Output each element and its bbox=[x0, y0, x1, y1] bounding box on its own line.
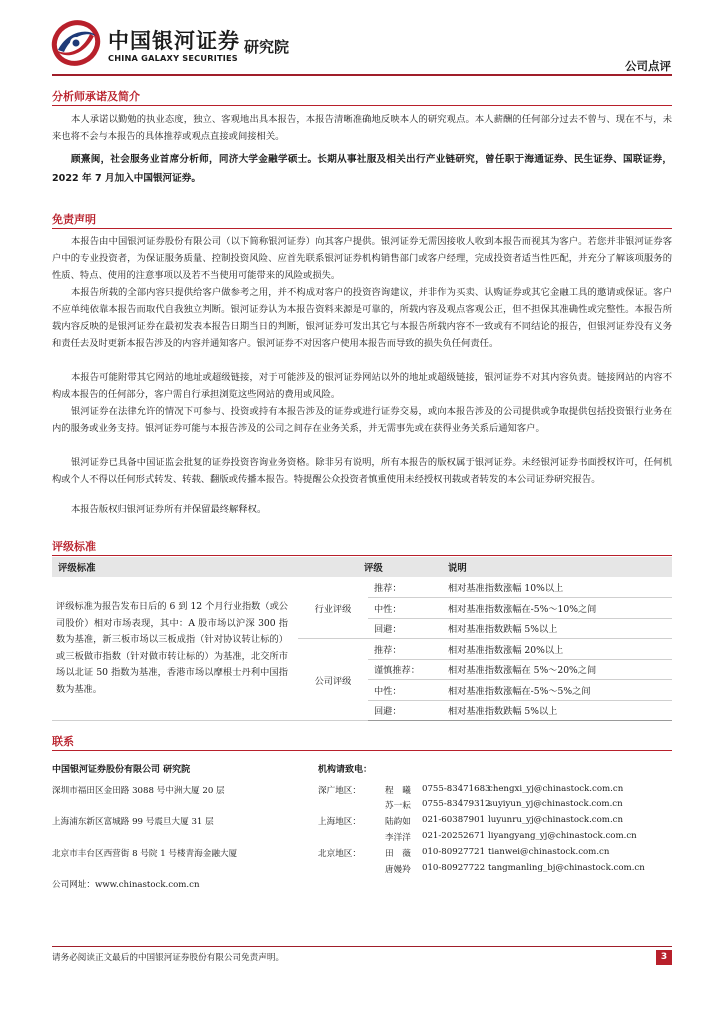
galaxy-swirl-icon bbox=[50, 20, 102, 66]
industry-rating-label: 行业评级 bbox=[298, 577, 368, 639]
rating-table bbox=[52, 557, 672, 721]
rating-grade-description: 相对基准指数涨幅 10%以上 bbox=[442, 577, 672, 598]
rating-grade: 回避： bbox=[368, 618, 442, 639]
sales-contact-title: 机构请致电： bbox=[318, 765, 373, 775]
disclaimer-section-title: 免责声明 bbox=[52, 213, 96, 226]
rating-grade: 谨慎推荐： bbox=[368, 659, 442, 680]
rating-standard-description: 评级标准为报告发布日后的 6 到 12 个月行业指数（或公司股价）相对市场表现，其中：A 股市场以沪深 300 指数为基准，新三板市场以三板成指（针对协议转让标的）或三板做市指数（针对做市转让标的）为基准，北交所市场以北证 50 指数为基准，香港市场以摩根士丹利中国指数为基准。 bbox=[52, 577, 298, 721]
contact-phone: 021-20252671 bbox=[422, 831, 486, 841]
analyst-section-title: 分析师承诺及简介 bbox=[52, 90, 140, 103]
contact-name: 李洋洋 bbox=[385, 833, 411, 843]
footer-disclaimer-notice: 请务必阅读正文最后的中国银河证券股份有限公司免责声明。 bbox=[52, 953, 285, 963]
company-name: 中国银河证券股份有限公司 研究院 bbox=[52, 765, 191, 775]
rating-grade-description: 相对基准指数跌幅 5%以上 bbox=[442, 700, 672, 721]
disclaimer-paragraph: 银河证券在法律允许的情况下可参与、投资或持有本报告涉及的证券或进行证券交易，或向本报告涉及的公司提供或争取提供包括投资银行业务在内的服务或业务支持。银河证券可能与本报告涉及的公司之间存在业务关系，并无需事先或在获得业务关系后通知客户。 bbox=[52, 406, 672, 434]
region-label-shanghai: 上海地区： bbox=[318, 817, 361, 827]
contact-name: 田 薇 bbox=[385, 849, 411, 859]
rating-header-standard: 评级标准 bbox=[52, 557, 298, 577]
logo-chinese-name: 中国银河证券 bbox=[108, 29, 240, 53]
footer-divider bbox=[52, 946, 672, 947]
rating-grade: 推荐： bbox=[368, 577, 442, 598]
contact-name: 苏一耘 bbox=[385, 801, 411, 811]
disclaimer-paragraph: 本报告由中国银河证券股份有限公司（以下简称银河证券）向其客户提供。银河证券无需因接收人收到本报告而视其为客户。若您并非银河证券客户中的专业投资者，为保证服务质量、控制投资风险、应首先联系银河证券机构销售部门或客户经理，完成投资者适当性匹配，并充分了解该项服务的性质、特点、使用的注意事项以及若不当使用可能带来的风险或损失。 bbox=[52, 236, 672, 281]
contact-email[interactable]: luyunru_yj@chinastock.com.cn bbox=[488, 815, 624, 825]
contact-phone: 021-60387901 bbox=[422, 815, 486, 825]
contact-section-title: 联系 bbox=[52, 735, 74, 748]
rating-grade-description: 相对基准指数涨幅在 5%～20%之间 bbox=[442, 659, 672, 680]
rating-grade-description: 相对基准指数涨幅在-5%～5%之间 bbox=[442, 680, 672, 701]
contact-phone: 0755-83471683 bbox=[422, 784, 491, 794]
contact-phone: 010-80927721 bbox=[422, 847, 486, 857]
table-row bbox=[52, 577, 672, 598]
analyst-bio: 顾熹闽，社会服务业首席分析师，同济大学金融学硕士。长期从事社服及相关出行产业链研究，曾任职于海通证券、民生证券、国联证券，2022 年 7 月加入中国银河证券。 bbox=[52, 154, 672, 184]
disclaimer-paragraph: 银河证券已具备中国证监会批复的证券投资咨询业务资格。除非另有说明，所有本报告的版权属于银河证券。未经银河证券书面授权许可，任何机构或个人不得以任何形式转发、转载、翻版或传播本报告。特提醒公众投资者慎重使用未经授权刊载或者转发的本公司证券研究报告。 bbox=[52, 457, 672, 485]
report-type-label: 公司点评 bbox=[625, 59, 671, 73]
contact-email[interactable]: suyiyun_yj@chinastock.com.cn bbox=[488, 799, 623, 809]
header-divider bbox=[52, 74, 672, 76]
rating-grade-description: 相对基准指数跌幅 5%以上 bbox=[442, 618, 672, 639]
disclaimer-paragraph: 本报告所载的全部内容只提供给客户做参考之用，并不构成对客户的投资咨询建议，并非作为买卖、认购证券或其它金融工具的邀请或保证。客户不应单纯依靠本报告而取代自我独立判断。银河证券认为本报告资料来源是可靠的，所载内容及观点客观公正，但不担保其准确性或完整性。本报告所载内容反映的是银河证券在最初发表本报告日期当日的判断，银河证券可发出其它与本报告所载内容不一致或有不同结论的报告，但银河证券没有义务和责任去及时更新本报告涉及的内容并通知客户。银河证券不对因客户使用本报告而导致的损失负任何责任。 bbox=[52, 287, 672, 349]
rating-grade: 回避： bbox=[368, 700, 442, 721]
company-website[interactable]: 公司网址：www.chinastock.com.cn bbox=[52, 880, 200, 890]
office-address-beijing: 北京市丰台区西营街 8 号院 1 号楼青海金融大厦 bbox=[52, 849, 238, 859]
rating-table-header bbox=[52, 557, 672, 577]
region-label-shenzhen: 深广地区： bbox=[318, 786, 361, 796]
rating-section-divider bbox=[52, 555, 672, 556]
rating-grade-description: 相对基准指数涨幅在-5%～10%之间 bbox=[442, 598, 672, 619]
institute-label: 研究院 bbox=[244, 38, 290, 56]
contact-phone: 0755-83479312 bbox=[422, 799, 491, 809]
rating-section-title: 评级标准 bbox=[52, 540, 96, 553]
contact-name: 唐嫚羚 bbox=[385, 865, 411, 875]
rating-header-description: 说明 bbox=[442, 557, 672, 577]
page-header bbox=[0, 0, 724, 80]
disclaimer-paragraph: 本报告版权归银河证券所有并保留最终解释权。 bbox=[71, 504, 267, 515]
contact-name: 陆韵如 bbox=[385, 817, 411, 827]
analyst-commitment: 本人承诺以勤勉的执业态度，独立、客观地出具本报告，本报告清晰准确地反映本人的研究观点。本人薪酬的任何部分过去不曾与、现在不与，未来也将不会与本报告的具体推荐或观点直接或间接相关。 bbox=[52, 114, 672, 142]
rating-grade: 推荐： bbox=[368, 639, 442, 660]
logo-english-name: CHINA GALAXY SECURITIES bbox=[108, 53, 238, 63]
rating-grade-description: 相对基准指数涨幅 20%以上 bbox=[442, 639, 672, 660]
contact-phone: 010-80927722 bbox=[422, 863, 486, 873]
analyst-section-divider bbox=[52, 105, 672, 106]
disclaimer-paragraph: 本报告可能附带其它网站的地址或超级链接，对于可能涉及的银河证券网站以外的地址或超级链接，银河证券不对其内容负责。链接网站的内容不构成本报告的任何部分，客户需自行承担浏览这些网站的费用或风险。 bbox=[52, 372, 672, 400]
rating-header-grade: 评级 bbox=[298, 557, 442, 577]
contact-section-divider bbox=[52, 750, 672, 751]
region-label-beijing: 北京地区： bbox=[318, 849, 361, 859]
company-rating-label: 公司评级 bbox=[298, 639, 368, 721]
page-number: 3 bbox=[656, 950, 672, 965]
contact-email[interactable]: tangmanling_bj@chinastock.com.cn bbox=[488, 863, 645, 873]
rating-grade: 中性： bbox=[368, 598, 442, 619]
contact-name: 程 曦 bbox=[385, 786, 411, 796]
office-address-shenzhen: 深圳市福田区金田路 3088 号中洲大厦 20 层 bbox=[52, 786, 225, 796]
contact-email[interactable]: liyangyang_yj@chinastock.com.cn bbox=[488, 831, 637, 841]
contact-email[interactable]: chengxi_yj@chinastock.com.cn bbox=[488, 784, 624, 794]
disclaimer-section-divider bbox=[52, 228, 672, 229]
rating-grade: 中性： bbox=[368, 680, 442, 701]
office-address-shanghai: 上海浦东新区富城路 99 号震旦大厦 31 层 bbox=[52, 817, 214, 827]
contact-email[interactable]: tianwei@chinastock.com.cn bbox=[488, 847, 610, 857]
